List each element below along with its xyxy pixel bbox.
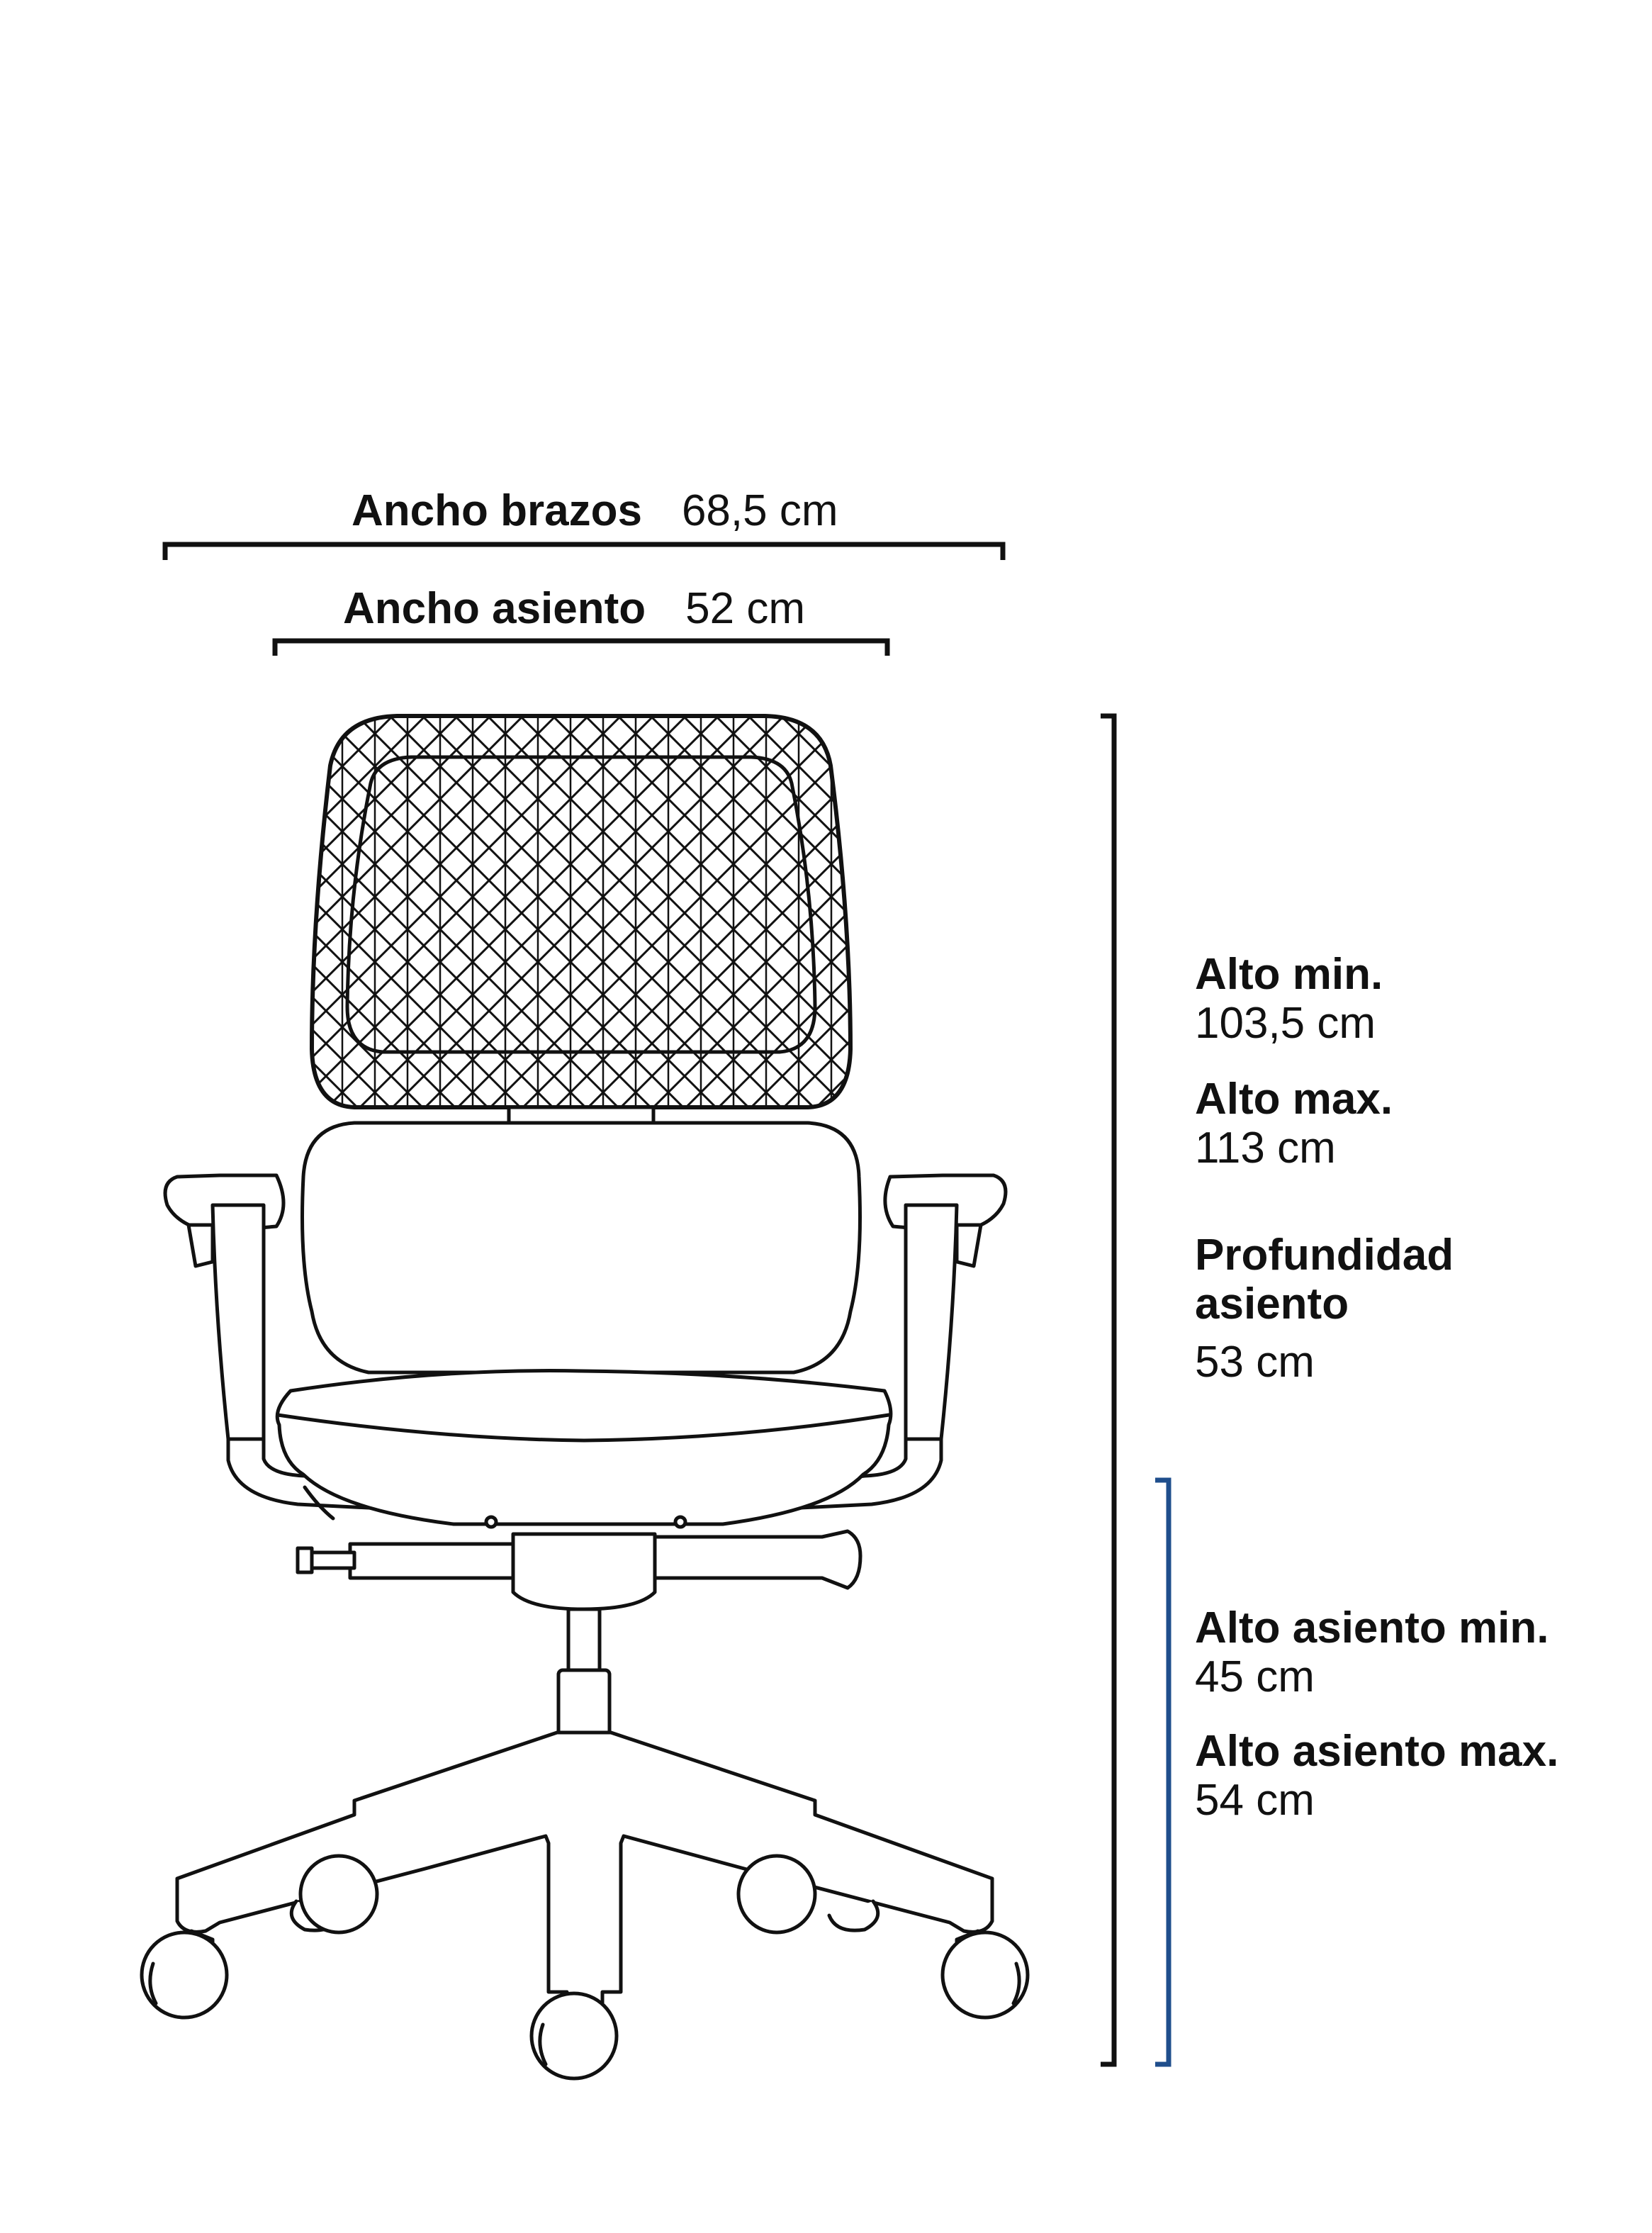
seat-height-min-value: 45 cm <box>1195 1652 1315 1702</box>
lumbar-cushion <box>303 1123 860 1372</box>
five-star-base <box>177 1733 992 2015</box>
spec-height-max <box>1195 1075 1393 1173</box>
spec-seat-depth <box>1195 1231 1454 1387</box>
seat-height-max-value: 54 cm <box>1195 1776 1315 1825</box>
seat-width-dimension-line <box>275 641 887 656</box>
spec-seat-height-max <box>1195 1727 1558 1825</box>
height-max-label: Alto max. <box>1195 1075 1393 1124</box>
seat-width-label <box>343 584 806 633</box>
seat-width-title: Ancho asiento <box>343 584 646 633</box>
overall-height-bracket <box>1101 716 1114 2064</box>
seat-width-value: 52 cm <box>685 584 806 633</box>
seat-depth-value: 53 cm <box>1195 1337 1315 1387</box>
arm-width-dimension-line <box>165 544 1003 560</box>
arm-width-title: Ancho brazos <box>352 486 642 535</box>
front-right-caster <box>943 1932 1028 2017</box>
chair-illustration <box>142 702 1028 2078</box>
height-min-label: Alto min. <box>1195 950 1383 999</box>
front-left-caster <box>142 1932 227 2017</box>
arm-width-label <box>352 486 838 535</box>
tilt-mechanism <box>298 1531 860 1609</box>
seat-cushion <box>277 1371 891 1527</box>
seat-height-min-label: Alto asiento min. <box>1195 1604 1549 1652</box>
seat-depth-label-line2: asiento <box>1195 1280 1349 1329</box>
height-min-value: 103,5 cm <box>1195 999 1376 1048</box>
arm-width-value: 68,5 cm <box>681 486 838 535</box>
mesh-backrest <box>298 702 865 1127</box>
spec-height-min <box>1195 950 1383 1048</box>
rear-right-caster <box>738 1856 815 1932</box>
rear-left-caster <box>300 1856 377 1932</box>
seat-height-max-label: Alto asiento max. <box>1195 1727 1559 1776</box>
height-max-value: 113 cm <box>1195 1124 1336 1173</box>
front-center-caster <box>532 1993 617 2078</box>
seat-height-bracket <box>1155 1480 1169 2064</box>
spec-seat-height-min <box>1195 1604 1549 1702</box>
seat-depth-label-line1: Profundidad <box>1195 1231 1454 1280</box>
gas-lift-cylinder <box>558 1609 609 1741</box>
